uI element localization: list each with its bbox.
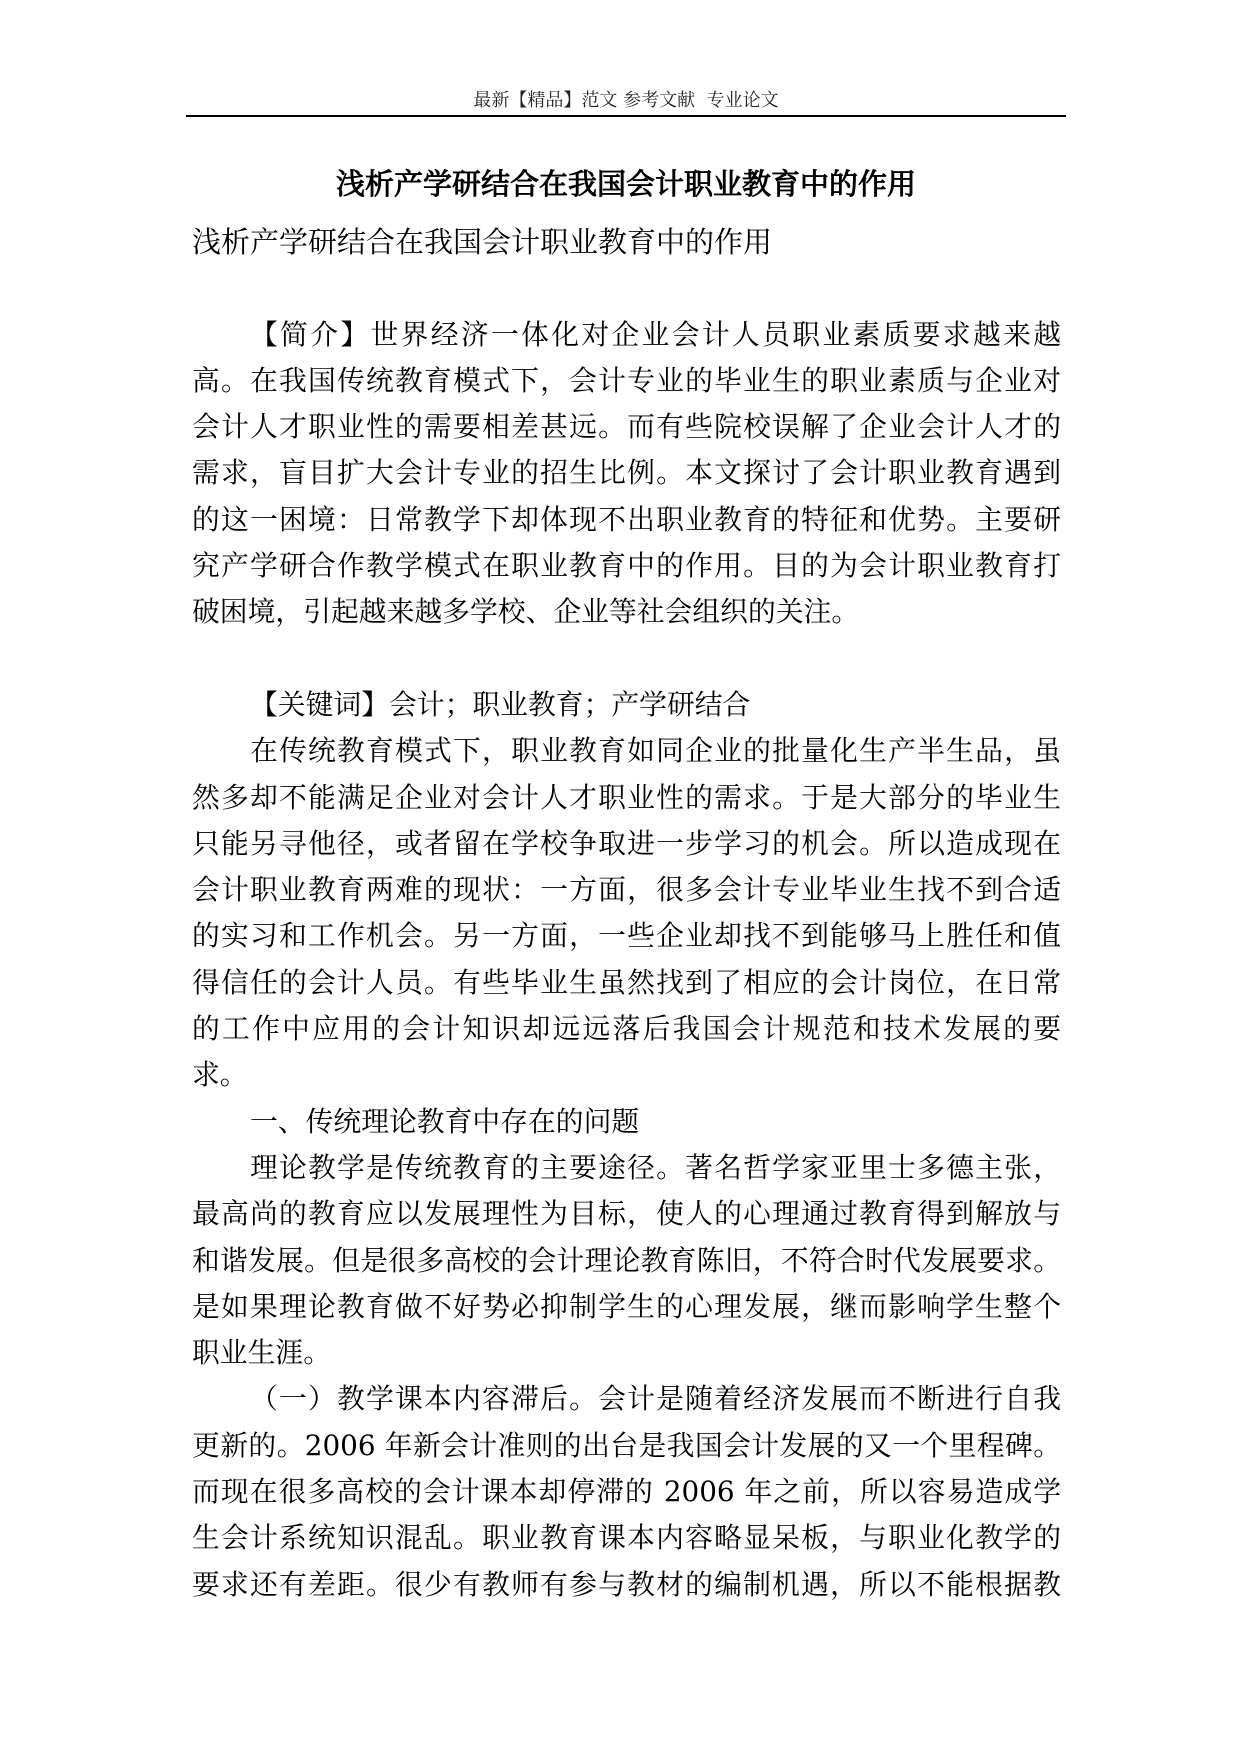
abstract-line: 究产学研合作教学模式在职业教育中的作用。目的为会计职业教育打 — [192, 549, 1061, 583]
abstract-line: 高。在我国传统教育模式下，会计专业的毕业生的职业素质与企业对 — [192, 363, 1061, 397]
subsection-line: 生会计系统知识混乱。职业教育课本内容略显呆板，与职业化教学的 — [192, 1521, 1061, 1555]
blank-line — [192, 636, 1061, 682]
intro-line: 的实习和工作机会。另一方面，一些企业却找不到能够马上胜任和值 — [192, 919, 1061, 953]
intro-line: 然多却不能满足企业对会计人才职业性的需求。于是大部分的毕业生 — [192, 780, 1061, 814]
intro-line: 只能另寻他径，或者留在学校争取进一步学习的机会。所以造成现在 — [192, 826, 1061, 860]
section-line: 职业生涯。 — [192, 1336, 331, 1370]
intro-paragraph — [192, 728, 1061, 1098]
subsection-line: （一）教学课本内容滞后。会计是随着经济发展而不断进行自我 — [250, 1382, 1061, 1416]
section-heading: 一、传统理论教育中存在的问题 — [250, 1104, 640, 1138]
subsection-paragraph — [192, 1376, 1061, 1607]
abstract-line: 破困境，引起越来越多学校、企业等社会组织的关注。 — [192, 595, 860, 629]
section-paragraph — [192, 1145, 1061, 1376]
intro-line: 的工作中应用的会计知识却远远落后我国会计规范和技术发展的要 — [192, 1012, 1061, 1046]
page-header-text: 最新【精品】范文 参考文献 专业论文 — [473, 90, 779, 111]
abstract-line: 的这一困境：日常教学下却体现不出职业教育的特征和优势。主要研 — [192, 502, 1061, 536]
blank-line — [192, 265, 1061, 311]
subsection-line: 而现在很多高校的会计课本却停滞的 2006 年之前，所以容易造成学 — [192, 1475, 1061, 1509]
abstract-line: 会计人才职业性的需要相差甚远。而有些院校误解了企业会计人才的 — [192, 410, 1061, 444]
document-body — [192, 219, 1061, 1608]
keywords-line: 【关键词】会计；职业教育；产学研结合 — [250, 687, 751, 721]
subsection-line: 更新的。2006 年新会计准则的出台是我国会计发展的又一个里程碑。 — [192, 1428, 1061, 1462]
header-rule — [186, 115, 1066, 117]
abstract-paragraph — [192, 312, 1061, 636]
section-line: 理论教学是传统教育的主要途径。著名哲学家亚里士多德主张， — [250, 1150, 1061, 1184]
section-line: 和谐发展。但是很多高校的会计理论教育陈旧，不符合时代发展要求。 — [192, 1243, 1061, 1277]
abstract-line: 需求，盲目扩大会计专业的招生比例。本文探讨了会计职业教育遇到 — [192, 456, 1061, 490]
intro-line: 求。 — [192, 1058, 248, 1092]
abstract-line: 【简介】世界经济一体化对企业会计人员职业素质要求越来越 — [250, 317, 1061, 351]
subtitle: 浅析产学研结合在我国会计职业教育中的作用 — [192, 225, 773, 259]
document-title: 浅析产学研结合在我国会计职业教育中的作用 — [335, 167, 916, 201]
section-line: 是如果理论教育做不好势必抑制学生的心理发展，继而影响学生整个 — [192, 1289, 1061, 1323]
intro-line: 在传统教育模式下，职业教育如同企业的批量化生产半生品，虽 — [250, 734, 1061, 768]
section-line: 最高尚的教育应以发展理性为目标，使人的心理通过教育得到解放与 — [192, 1197, 1061, 1231]
intro-line: 得信任的会计人员。有些毕业生虽然找到了相应的会计岗位，在日常 — [192, 965, 1061, 999]
intro-line: 会计职业教育两难的现状：一方面，很多会计专业毕业生找不到合适 — [192, 873, 1061, 907]
subsection-line: 要求还有差距。很少有教师有参与教材的编制机遇，所以不能根据教 — [192, 1567, 1061, 1601]
